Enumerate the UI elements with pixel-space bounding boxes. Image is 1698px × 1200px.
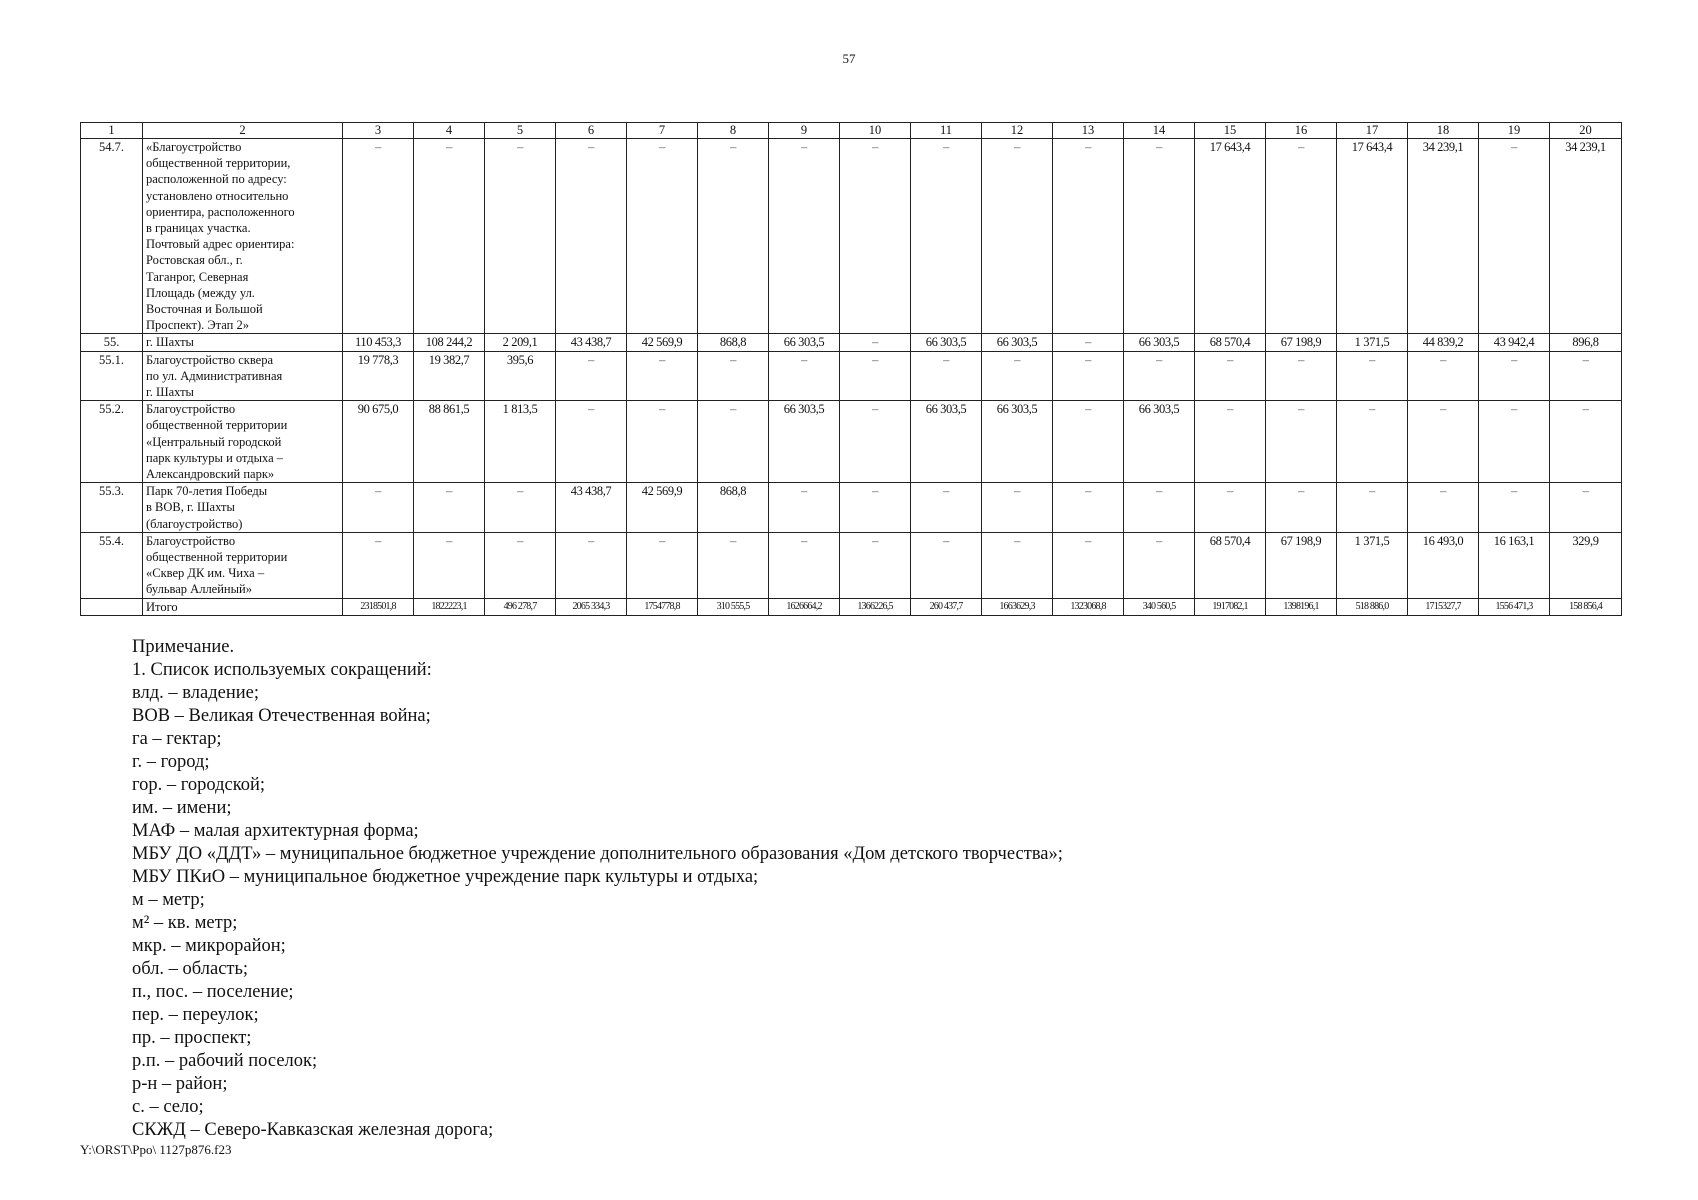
table-row (81, 401, 1622, 483)
column-number-cell: 12 (982, 123, 1053, 139)
value-cell: 17 643,4 (1337, 139, 1408, 334)
object-name-cell (143, 483, 343, 533)
row-number-cell: 55.2. (81, 401, 143, 483)
abbreviation-line: МАФ – малая архитектурная форма; (132, 821, 419, 841)
total-value-cell: 2318501,8 (343, 598, 414, 615)
row-number-cell: 55.3. (81, 483, 143, 533)
value-cell: 66 303,5 (911, 334, 982, 351)
value-cell: – (485, 532, 556, 598)
table-header-row (81, 123, 1622, 139)
value-cell: – (1266, 351, 1337, 401)
budget-table (80, 122, 1622, 616)
value-cell: – (343, 532, 414, 598)
column-number-cell: 5 (485, 123, 556, 139)
abbreviation-line: пер. – переулок; (132, 1005, 259, 1025)
value-cell: 34 239,1 (1408, 139, 1479, 334)
total-value-cell: 1626664,2 (769, 598, 840, 615)
abbreviation-line: р.п. – рабочий поселок; (132, 1051, 318, 1071)
value-cell: – (1195, 483, 1266, 533)
object-name-cell (143, 139, 343, 334)
total-value-cell: 1754778,8 (627, 598, 698, 615)
value-cell: 34 239,1 (1550, 139, 1622, 334)
total-value-cell: 496 278,7 (485, 598, 556, 615)
column-number-cell: 4 (414, 123, 485, 139)
value-cell: – (1479, 351, 1550, 401)
column-number-cell: 16 (1266, 123, 1337, 139)
object-name-line: ориентира, расположенного (146, 204, 295, 219)
value-cell: – (911, 483, 982, 533)
abbreviation-line: п., пос. – поселение; (132, 982, 294, 1002)
object-name-line: «Благоустройство (146, 140, 242, 154)
value-cell: – (1053, 334, 1124, 351)
value-cell: – (982, 532, 1053, 598)
row-number-cell: 55.1. (81, 351, 143, 401)
value-cell: – (840, 483, 911, 533)
object-name-cell (143, 334, 343, 351)
column-number-cell: 13 (1053, 123, 1124, 139)
value-cell: 16 163,1 (1479, 532, 1550, 598)
total-value-cell: 2065 334,3 (556, 598, 627, 615)
column-number-cell: 6 (556, 123, 627, 139)
row-number-cell: 55. (81, 334, 143, 351)
value-cell: – (982, 483, 1053, 533)
value-cell: – (1266, 483, 1337, 533)
total-empty-cell (81, 598, 143, 615)
table-row (81, 139, 1622, 334)
object-name-line: Площадь (между ул. (146, 285, 255, 300)
value-cell: – (1337, 401, 1408, 483)
value-cell: – (1124, 483, 1195, 533)
object-name-line: общественной территории (146, 550, 288, 565)
value-cell: 19 778,3 (343, 351, 414, 401)
object-name-line: Александровский парк» (146, 467, 275, 482)
value-cell: – (1337, 351, 1408, 401)
abbreviation-line: м² – кв. метр; (132, 913, 238, 933)
object-name-line: в ВОВ, г. Шахты (146, 500, 235, 515)
column-number-cell: 20 (1550, 123, 1622, 139)
value-cell: – (698, 532, 769, 598)
value-cell: – (485, 483, 556, 533)
total-value-cell: 340 560,5 (1124, 598, 1195, 615)
total-row (81, 598, 1622, 615)
column-number-cell: 1 (81, 123, 143, 139)
column-number-cell: 8 (698, 123, 769, 139)
table-body (81, 123, 1622, 616)
value-cell: 43 438,7 (556, 334, 627, 351)
column-number-cell: 17 (1337, 123, 1408, 139)
total-value-cell: 310 555,5 (698, 598, 769, 615)
abbreviation-line: пр. – проспект; (132, 1028, 252, 1048)
value-cell: 66 303,5 (1124, 334, 1195, 351)
value-cell: – (485, 139, 556, 334)
value-cell: 43 942,4 (1479, 334, 1550, 351)
value-cell: – (1053, 401, 1124, 483)
value-cell: – (1124, 532, 1195, 598)
value-cell: – (769, 483, 840, 533)
value-cell: – (343, 483, 414, 533)
abbreviation-line: р-н – район; (132, 1074, 228, 1094)
value-cell: 42 569,9 (627, 483, 698, 533)
value-cell: – (769, 532, 840, 598)
row-number-cell: 55.4. (81, 532, 143, 598)
column-number-cell: 10 (840, 123, 911, 139)
value-cell: – (769, 139, 840, 334)
value-cell: 68 570,4 (1195, 532, 1266, 598)
total-value-cell: 158 856,4 (1550, 598, 1622, 615)
value-cell: – (840, 532, 911, 598)
value-cell: – (343, 139, 414, 334)
value-cell: 868,8 (698, 483, 769, 533)
value-cell: – (840, 139, 911, 334)
abbreviation-line: с. – село; (132, 1097, 204, 1117)
object-name-cell (143, 351, 343, 401)
value-cell: – (840, 401, 911, 483)
object-name-line: общественной территории, (146, 156, 291, 171)
table-row (81, 532, 1622, 598)
value-cell: 42 569,9 (627, 334, 698, 351)
value-cell: 108 244,2 (414, 334, 485, 351)
value-cell: – (556, 532, 627, 598)
value-cell: 1 371,5 (1337, 532, 1408, 598)
value-cell: – (911, 532, 982, 598)
value-cell: – (627, 351, 698, 401)
value-cell: – (1053, 139, 1124, 334)
column-number-cell: 7 (627, 123, 698, 139)
value-cell: 66 303,5 (1124, 401, 1195, 483)
value-cell: – (698, 139, 769, 334)
object-name-line: общественной территории (146, 418, 288, 433)
value-cell: 67 198,9 (1266, 532, 1337, 598)
total-value-cell: 1323068,8 (1053, 598, 1124, 615)
value-cell: – (627, 532, 698, 598)
value-cell: – (698, 351, 769, 401)
object-name-cell (143, 401, 343, 483)
value-cell: – (556, 139, 627, 334)
abbreviation-line: гор. – городской; (132, 775, 266, 795)
value-cell: 66 303,5 (982, 401, 1053, 483)
object-name-line: «Сквер ДК им. Чиха – (146, 566, 265, 581)
object-name-cell (143, 532, 343, 598)
value-cell: 395,6 (485, 351, 556, 401)
object-name-line: Благоустройство (146, 533, 236, 548)
abbreviation-line: МБУ ДО «ДДТ» – муниципальное бюджетное учреждение дополнительного образования «Дом детского творчества»; (132, 844, 1063, 864)
object-name-line: по ул. Административная (146, 368, 283, 383)
object-name-line: Благоустройство сквера (146, 352, 273, 367)
object-name-line: Благоустройство (146, 402, 236, 417)
total-value-cell: 1822223,1 (414, 598, 485, 615)
notes-heading: Примечание. (132, 637, 235, 657)
abbreviation-line: 1. Список используемых сокращений: (132, 660, 432, 680)
value-cell: 66 303,5 (982, 334, 1053, 351)
value-cell: – (1266, 401, 1337, 483)
total-label-cell: Итого (143, 598, 343, 615)
abbreviation-line: мкр. – микрорайон; (132, 936, 286, 956)
value-cell: 329,9 (1550, 532, 1622, 598)
column-number-cell: 19 (1479, 123, 1550, 139)
value-cell: – (1053, 483, 1124, 533)
value-cell: – (414, 532, 485, 598)
value-cell: 66 303,5 (911, 401, 982, 483)
value-cell: – (1408, 483, 1479, 533)
value-cell: 66 303,5 (769, 401, 840, 483)
value-cell: 43 438,7 (556, 483, 627, 533)
object-name-line: Восточная и Большой (146, 302, 263, 317)
table-row (81, 483, 1622, 533)
column-number-cell: 18 (1408, 123, 1479, 139)
value-cell: – (840, 351, 911, 401)
object-name-line: Таганрог, Северная (146, 269, 249, 284)
value-cell: – (1266, 139, 1337, 334)
total-value-cell: 260 437,7 (911, 598, 982, 615)
value-cell: – (1124, 139, 1195, 334)
value-cell: 66 303,5 (769, 334, 840, 351)
value-cell: – (1053, 532, 1124, 598)
value-cell: – (627, 139, 698, 334)
total-value-cell: 518 886,0 (1337, 598, 1408, 615)
value-cell: 67 198,9 (1266, 334, 1337, 351)
value-cell: – (1124, 351, 1195, 401)
abbreviation-line: МБУ ПКиО – муниципальное бюджетное учреждение парк культуры и отдыха; (132, 867, 759, 887)
table-row (81, 334, 1622, 351)
object-name-line: (благоустройство) (146, 516, 243, 531)
value-cell: 19 382,7 (414, 351, 485, 401)
abbreviation-line: га – гектар; (132, 729, 222, 749)
abbreviation-line: г. – город; (132, 752, 210, 772)
value-cell: 16 493,0 (1408, 532, 1479, 598)
value-cell: – (1550, 351, 1622, 401)
value-cell: – (627, 401, 698, 483)
value-cell: – (982, 351, 1053, 401)
column-number-cell: 9 (769, 123, 840, 139)
value-cell: 110 453,3 (343, 334, 414, 351)
value-cell: – (1408, 401, 1479, 483)
value-cell: – (1550, 401, 1622, 483)
row-number-cell: 54.7. (81, 139, 143, 334)
value-cell: – (1479, 139, 1550, 334)
value-cell: – (1550, 483, 1622, 533)
total-value-cell: 1663629,3 (982, 598, 1053, 615)
object-name-line: расположенной по адресу: (146, 172, 287, 187)
page-number: 57 (842, 51, 856, 66)
object-name-line: г. Шахты (146, 385, 194, 400)
value-cell: 88 861,5 (414, 401, 485, 483)
object-name-line: установлено относительно (146, 188, 289, 203)
value-cell: – (1479, 401, 1550, 483)
value-cell: – (1337, 483, 1408, 533)
column-number-cell: 15 (1195, 123, 1266, 139)
object-name-line: в границах участка. (146, 221, 251, 236)
object-name-line: г. Шахты (146, 335, 194, 350)
abbreviation-line: им. – имени; (132, 798, 232, 818)
table-row (81, 351, 1622, 401)
value-cell: 868,8 (698, 334, 769, 351)
value-cell: – (1053, 351, 1124, 401)
footer-file-path: Y:\ORST\Ppo\ 1127p876.f23 (80, 1142, 232, 1157)
total-value-cell: 1398196,1 (1266, 598, 1337, 615)
value-cell: – (982, 139, 1053, 334)
value-cell: – (1195, 351, 1266, 401)
object-name-line: бульвар Аллейный» (146, 582, 252, 597)
value-cell: 1 813,5 (485, 401, 556, 483)
value-cell: – (1408, 351, 1479, 401)
value-cell: 1 371,5 (1337, 334, 1408, 351)
object-name-line: парк культуры и отдыха – (146, 450, 284, 465)
abbreviation-line: СКЖД – Северо-Кавказская железная дорога; (132, 1120, 494, 1140)
abbreviation-line: м – метр; (132, 890, 205, 910)
object-name-line: Почтовый адрес ориентира: (146, 237, 295, 252)
object-name-line: «Центральный городской (146, 434, 282, 449)
notes-section (132, 636, 1532, 1142)
value-cell: – (911, 139, 982, 334)
column-number-cell: 11 (911, 123, 982, 139)
abbreviation-line: влд. – владение; (132, 683, 259, 703)
abbreviation-line: обл. – область; (132, 959, 249, 979)
total-value-cell: 1917082,1 (1195, 598, 1266, 615)
column-number-cell: 3 (343, 123, 414, 139)
total-value-cell: 1366226,5 (840, 598, 911, 615)
total-value-cell: 1715327,7 (1408, 598, 1479, 615)
object-name-line: Проспект). Этап 2» (146, 318, 249, 333)
value-cell: – (556, 401, 627, 483)
value-cell: – (1479, 483, 1550, 533)
object-name-line: Ростовская обл., г. (146, 253, 243, 268)
value-cell: – (698, 401, 769, 483)
value-cell: – (1195, 401, 1266, 483)
total-value-cell: 1556 471,3 (1479, 598, 1550, 615)
value-cell: 90 675,0 (343, 401, 414, 483)
value-cell: 17 643,4 (1195, 139, 1266, 334)
object-name-line: Парк 70-летия Победы (146, 484, 268, 499)
value-cell: 44 839,2 (1408, 334, 1479, 351)
value-cell: 2 209,1 (485, 334, 556, 351)
column-number-cell: 2 (143, 123, 343, 139)
value-cell: – (840, 334, 911, 351)
abbreviation-line: ВОВ – Великая Отечественная война; (132, 706, 431, 726)
value-cell: – (769, 351, 840, 401)
value-cell: – (556, 351, 627, 401)
value-cell: – (911, 351, 982, 401)
value-cell: 68 570,4 (1195, 334, 1266, 351)
value-cell: 896,8 (1550, 334, 1622, 351)
column-number-cell: 14 (1124, 123, 1195, 139)
value-cell: – (414, 139, 485, 334)
value-cell: – (414, 483, 485, 533)
